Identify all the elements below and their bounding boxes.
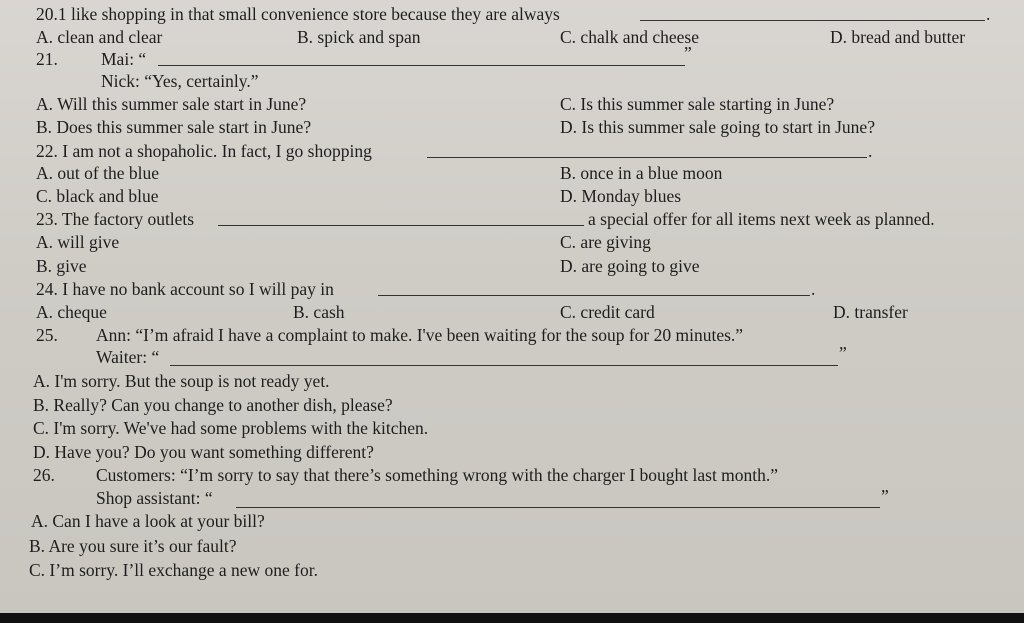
option-d: D. Monday blues bbox=[560, 186, 682, 206]
answer-blank bbox=[427, 157, 867, 158]
question-21-reply bbox=[0, 69, 1024, 93]
question-24-options bbox=[0, 300, 1024, 324]
answer-blank bbox=[158, 65, 685, 66]
question-25-option-b bbox=[0, 393, 1024, 417]
reply-line: Nick: “Yes, certainly.” bbox=[101, 71, 259, 91]
option-c: C. Is this summer sale starting in June? bbox=[560, 94, 835, 114]
option-b: B. give bbox=[36, 256, 87, 276]
speaker-line: Ann: “I’m afraid I have a complaint to make. I've been waiting for the soup for 20 minutes.” bbox=[96, 325, 744, 345]
option-b: B. Does this summer sale start in June? bbox=[36, 117, 312, 137]
option-c: C. credit card bbox=[560, 302, 655, 322]
response-lead: Shop assistant: “ bbox=[96, 488, 213, 508]
question-26-option-a bbox=[0, 509, 1024, 533]
option-d: D. Have you? Do you want something different? bbox=[33, 442, 374, 462]
option-b: B. Really? Can you change to another dish, please? bbox=[33, 395, 393, 415]
option-c: C. are giving bbox=[560, 232, 651, 252]
option-c: C. I’m sorry. I’ll exchange a new one for. bbox=[29, 560, 318, 580]
answer-blank bbox=[378, 295, 810, 296]
question-text: 22. I am not a shopaholic. In fact, I go shopping bbox=[36, 141, 372, 161]
answer-blank bbox=[170, 365, 838, 366]
question-text: 20.1 like shopping in that small convenience store because they are always bbox=[36, 4, 560, 24]
option-a: A. out of the blue bbox=[36, 163, 159, 183]
answer-blank bbox=[640, 20, 985, 21]
question-text: 23. The factory outlets bbox=[36, 209, 195, 229]
question-text: 24. I have no bank account so I will pay in bbox=[36, 279, 334, 299]
question-25-response bbox=[0, 345, 1024, 369]
question-21-stem bbox=[0, 43, 1024, 71]
question-26-option-c bbox=[0, 558, 1024, 582]
option-b: B. cash bbox=[293, 302, 345, 322]
question-26-stem bbox=[0, 463, 1024, 487]
option-d: D. Is this summer sale going to start in June? bbox=[560, 117, 875, 137]
option-c: C. I'm sorry. We've had some problems with the kitchen. bbox=[33, 418, 429, 438]
answer-blank bbox=[218, 225, 584, 226]
closing-quote: ” bbox=[881, 486, 889, 506]
question-22-options-row2 bbox=[0, 184, 1024, 208]
option-b: B. Are you sure it’s our fault? bbox=[29, 536, 237, 556]
end-punctuation: . bbox=[811, 279, 816, 299]
question-26-response bbox=[0, 486, 1024, 510]
end-punctuation: . bbox=[868, 141, 873, 161]
option-a: A. cheque bbox=[36, 302, 107, 322]
end-punctuation: . bbox=[986, 4, 991, 24]
question-25-option-d bbox=[0, 440, 1024, 464]
question-26-option-b bbox=[0, 534, 1024, 558]
question-25-option-a bbox=[0, 369, 1024, 393]
question-25-option-c bbox=[0, 416, 1024, 440]
question-25-stem bbox=[0, 323, 1024, 347]
option-d: D. are going to give bbox=[560, 256, 700, 276]
question-23-options-row2 bbox=[0, 254, 1024, 278]
speaker-line: Customers: “I’m sorry to say that there’s something wrong with the charger I bought last month.” bbox=[96, 465, 779, 485]
speaker-line: Mai: “ bbox=[101, 49, 147, 69]
option-a: A. Will this summer sale start in June? bbox=[36, 94, 307, 114]
option-a: A. will give bbox=[36, 232, 120, 252]
option-c: C. black and blue bbox=[36, 186, 159, 206]
closing-quote: ” bbox=[839, 343, 847, 363]
option-a: A. Can I have a look at your bill? bbox=[31, 511, 265, 531]
question-number: 25. bbox=[36, 325, 58, 345]
question-21-options-row1 bbox=[0, 92, 1024, 116]
option-d: D. bread and butter bbox=[830, 27, 966, 47]
question-22-stem bbox=[0, 139, 1024, 163]
option-b: B. once in a blue moon bbox=[560, 163, 723, 183]
question-24-stem bbox=[0, 277, 1024, 301]
question-23-options-row1 bbox=[0, 230, 1024, 254]
question-22-options-row1 bbox=[0, 161, 1024, 185]
option-b: B. spick and span bbox=[297, 27, 421, 47]
response-lead: Waiter: “ bbox=[96, 347, 160, 367]
question-number: 26. bbox=[33, 465, 55, 485]
question-21-options-row2 bbox=[0, 115, 1024, 139]
option-c: C. chalk and cheese bbox=[560, 27, 699, 47]
option-a: A. I'm sorry. But the soup is not ready yet. bbox=[33, 371, 330, 391]
question-20-options bbox=[0, 25, 1024, 49]
option-d: D. transfer bbox=[833, 302, 908, 322]
answer-blank bbox=[236, 507, 880, 508]
question-20-stem bbox=[0, 2, 1024, 26]
question-text-rest: a special offer for all items next week as planned. bbox=[588, 209, 935, 229]
closing-quote: ” bbox=[684, 43, 692, 63]
option-a: A. clean and clear bbox=[36, 27, 163, 47]
question-number: 21. bbox=[36, 49, 58, 69]
question-23-stem bbox=[0, 207, 1024, 231]
